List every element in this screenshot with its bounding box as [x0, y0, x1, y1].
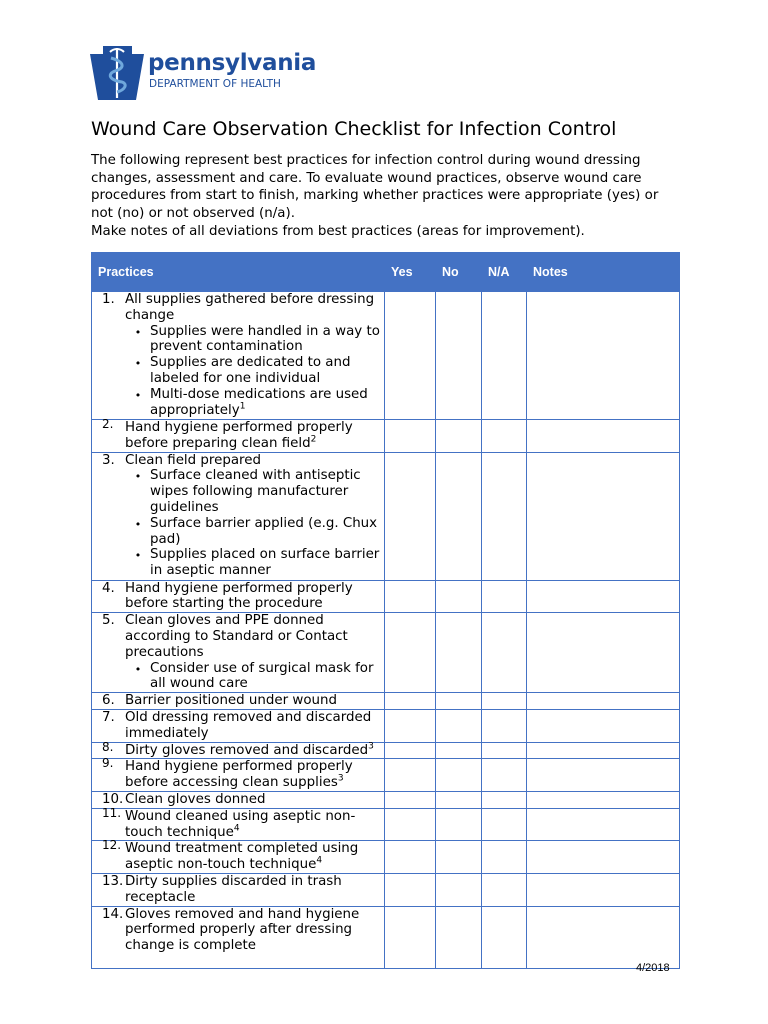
notes-cell[interactable] [527, 873, 680, 906]
na-cell[interactable] [482, 873, 527, 906]
step-text-body: All supplies gathered before dressing change [125, 292, 375, 323]
intro-text [91, 152, 691, 241]
table-row [92, 841, 680, 874]
notes-cell[interactable] [527, 452, 680, 580]
no-cell[interactable] [436, 292, 482, 420]
practice-cell [92, 756, 385, 792]
document-title: Wound Care Observation Checklist for Infection Control [91, 118, 617, 140]
step-text-body: Dirty gloves removed and discarded [125, 742, 369, 758]
step-text-body: Wound cleaned using aseptic non-touch technique [125, 808, 356, 840]
notes-cell[interactable] [527, 791, 680, 808]
table-row [92, 580, 680, 613]
no-cell[interactable] [436, 709, 482, 742]
no-cell[interactable] [436, 906, 482, 968]
footnote-ref: 1 [239, 401, 246, 412]
na-cell[interactable] [482, 808, 527, 841]
step-text [125, 743, 380, 759]
sub-item-text-body: Consider use of surgical mask for all wound care [150, 660, 374, 692]
no-cell[interactable] [436, 420, 482, 453]
notes-cell[interactable] [527, 759, 680, 792]
no-cell[interactable] [436, 873, 482, 906]
table-row [92, 420, 680, 453]
table-row [92, 693, 680, 710]
no-cell[interactable] [436, 742, 482, 759]
na-cell[interactable] [482, 709, 527, 742]
step-text [125, 809, 380, 841]
practice-step [98, 907, 380, 954]
step-number: 4. [102, 580, 115, 596]
practice-cell [92, 805, 385, 841]
step-number: 6. [102, 693, 115, 709]
practice-cell [92, 613, 385, 693]
table-row [92, 791, 680, 808]
notes-cell[interactable] [527, 808, 680, 841]
table-row [92, 808, 680, 841]
sub-item-text [150, 468, 380, 515]
yes-cell[interactable] [385, 613, 436, 693]
bullet-icon: • [134, 470, 142, 484]
table-row [92, 873, 680, 906]
yes-cell[interactable] [385, 791, 436, 808]
no-cell[interactable] [436, 808, 482, 841]
sub-item-text [150, 547, 380, 579]
step-text-body: Hand hygiene performed properly before preparing clean field [125, 420, 353, 451]
yes-cell[interactable] [385, 841, 436, 874]
na-cell[interactable] [482, 420, 527, 453]
step-text [125, 693, 380, 709]
intro-line: changes, assessment and care. To evaluate wound practices, observe wound care [91, 170, 642, 186]
notes-cell[interactable] [527, 613, 680, 693]
bullet-icon: • [134, 549, 142, 563]
bullet-icon: • [134, 517, 142, 531]
sub-item-text-body: Multi-dose medications are used appropriately [150, 386, 368, 418]
sub-item-text-body: Surface barrier applied (e.g. Chux pad) [150, 515, 378, 547]
na-cell[interactable] [482, 580, 527, 613]
sub-item-text [150, 516, 380, 548]
step-text-body: Clean gloves and PPE donned according to Standard or Contact precautions [125, 613, 348, 660]
step-number: 7. [102, 709, 115, 725]
na-cell[interactable] [482, 452, 527, 580]
practice-cell [92, 693, 385, 710]
notes-cell[interactable] [527, 841, 680, 874]
practice-cell [92, 838, 385, 874]
step-text-body: Old dressing removed and discarded immediately [125, 709, 372, 741]
step-number: 13. [102, 873, 124, 889]
step-number: 14. [102, 906, 124, 922]
footnote-ref: 3 [337, 773, 344, 784]
notes-cell[interactable] [527, 693, 680, 710]
practice-cell [92, 292, 385, 420]
na-cell[interactable] [482, 742, 527, 759]
sub-item [126, 355, 380, 387]
sub-item-text-body: Supplies are dedicated to and labeled for one individual [150, 355, 351, 386]
notes-cell[interactable] [527, 420, 680, 453]
sub-item-text-body: Supplies were handled in a way to prevent contamination [150, 323, 380, 355]
practice-step [98, 693, 380, 709]
sub-item-text-body: Surface cleaned with antiseptic wipes following manufacturer guidelines [150, 468, 361, 515]
sub-item [126, 387, 380, 419]
practice-cell [92, 452, 385, 580]
pa-doh-logo [90, 44, 317, 100]
no-cell[interactable] [436, 759, 482, 792]
step-number: 2. [102, 417, 114, 431]
practice-step [98, 756, 380, 791]
practice-step [98, 792, 380, 808]
footnote-ref: 4 [316, 855, 323, 866]
na-cell[interactable] [482, 906, 527, 968]
sub-item [126, 516, 380, 548]
step-text-body: Hand hygiene performed properly before starting the procedure [125, 580, 353, 612]
notes-cell[interactable] [527, 580, 680, 613]
practice-step [98, 292, 380, 324]
step-text [125, 613, 380, 660]
yes-cell[interactable] [385, 420, 436, 453]
yes-cell[interactable] [385, 709, 436, 742]
sub-item [126, 324, 380, 356]
table-row [92, 452, 680, 580]
footnote-ref: 2 [310, 434, 317, 445]
practice-cell [92, 906, 385, 968]
na-cell[interactable] [482, 292, 527, 420]
step-text [125, 841, 380, 873]
yes-cell[interactable] [385, 292, 436, 420]
step-text-body: Gloves removed and hand hygiene performed properly after dressing change is complete [125, 906, 360, 954]
notes-cell[interactable] [527, 709, 680, 742]
bullet-icon: • [134, 357, 142, 371]
step-number: 1. [102, 292, 115, 307]
step-text-body: Barrier positioned under wound [125, 693, 338, 709]
practice-step [98, 874, 380, 906]
bullet-icon: • [134, 325, 142, 339]
step-text [125, 453, 380, 469]
sub-item-text [150, 324, 380, 356]
practice-cell [92, 417, 385, 453]
step-text-body: Clean field prepared [125, 452, 262, 468]
notes-cell[interactable] [527, 906, 680, 968]
no-cell[interactable] [436, 791, 482, 808]
sub-item-text [150, 387, 380, 419]
sub-item [126, 547, 380, 579]
step-number: 8. [102, 739, 114, 754]
yes-cell[interactable] [385, 808, 436, 841]
na-cell[interactable] [482, 693, 527, 710]
step-text [125, 874, 380, 906]
sub-item [126, 661, 380, 693]
sub-item-text [150, 355, 380, 387]
footnote-ref: 3 [368, 741, 374, 752]
step-text-body: Dirty supplies discarded in trash receptacle [125, 873, 342, 905]
step-text-body: Hand hygiene performed properly before accessing clean supplies [125, 759, 353, 791]
no-cell[interactable] [436, 580, 482, 613]
intro-line: The following represent best practices for infection control during wound dressing [91, 153, 641, 168]
practice-cell [92, 580, 385, 613]
practice-step [98, 581, 380, 613]
table-row [92, 709, 680, 742]
na-cell[interactable] [482, 613, 527, 693]
table-row [92, 292, 680, 420]
no-cell[interactable] [436, 693, 482, 710]
no-cell[interactable] [436, 841, 482, 874]
step-number: 3. [102, 452, 115, 468]
practice-step [98, 838, 380, 873]
header-yes: Yes [385, 253, 436, 292]
yes-cell[interactable] [385, 452, 436, 580]
step-text-body: Clean gloves donned [125, 791, 266, 807]
practice-step [98, 613, 380, 660]
practice-step [98, 417, 380, 452]
header-no: No [436, 253, 482, 292]
bullet-icon: • [134, 388, 142, 402]
practice-cell [92, 739, 385, 759]
no-cell[interactable] [436, 613, 482, 693]
yes-cell[interactable] [385, 759, 436, 792]
no-cell[interactable] [436, 452, 482, 580]
step-number: 9. [102, 756, 114, 771]
step-number: 12. [102, 838, 122, 853]
practice-step [98, 710, 380, 742]
practice-step [98, 739, 380, 759]
header-na: N/A [482, 253, 527, 292]
step-number: 5. [102, 613, 115, 629]
na-cell[interactable] [482, 759, 527, 792]
intro-line: procedures from start to finish, marking whether practices were appropriate (yes) or [91, 188, 659, 204]
header-practices: Practices [92, 253, 385, 292]
table-header-row [92, 253, 680, 292]
intro-line: not (no) or not observed (n/a). [91, 206, 295, 222]
step-text [125, 292, 380, 324]
practice-cell [92, 791, 385, 808]
step-number: 11. [102, 805, 122, 820]
sub-item-text [150, 661, 380, 693]
bullet-icon: • [134, 662, 142, 676]
yes-cell[interactable] [385, 873, 436, 906]
step-text [125, 710, 380, 742]
practice-step [98, 453, 380, 469]
table-row [92, 906, 680, 968]
table-row [92, 613, 680, 693]
step-text [125, 420, 380, 452]
practice-step [98, 805, 380, 841]
yes-cell[interactable] [385, 693, 436, 710]
step-text [125, 759, 380, 791]
step-text [125, 907, 380, 954]
logo-department: DEPARTMENT OF HEALTH [149, 78, 281, 90]
header-notes: Notes [527, 253, 680, 292]
yes-cell[interactable] [385, 742, 436, 759]
na-cell[interactable] [482, 841, 527, 874]
step-text [125, 581, 380, 613]
keystone-caduceus-icon [90, 44, 146, 100]
notes-cell[interactable] [527, 292, 680, 420]
table-row [92, 759, 680, 792]
practice-cell [92, 873, 385, 906]
notes-cell[interactable] [527, 742, 680, 759]
practice-cell [92, 709, 385, 742]
step-text-body: Wound treatment completed using aseptic non-touch technique [125, 841, 359, 873]
intro-line: Make notes of all deviations from best practices (areas for improvement). [91, 223, 585, 239]
table-row [92, 742, 680, 759]
checklist-table [91, 252, 680, 969]
yes-cell[interactable] [385, 906, 436, 968]
revision-date: 4/2018 [636, 962, 670, 974]
footnote-ref: 4 [233, 823, 240, 834]
sub-item-text-body: Supplies placed on surface barrier in aseptic manner [150, 547, 380, 579]
logo-wordmark: pennsylvania [148, 50, 317, 76]
step-text [125, 792, 380, 808]
step-number: 10. [102, 791, 124, 807]
yes-cell[interactable] [385, 580, 436, 613]
na-cell[interactable] [482, 791, 527, 808]
sub-item [126, 468, 380, 515]
